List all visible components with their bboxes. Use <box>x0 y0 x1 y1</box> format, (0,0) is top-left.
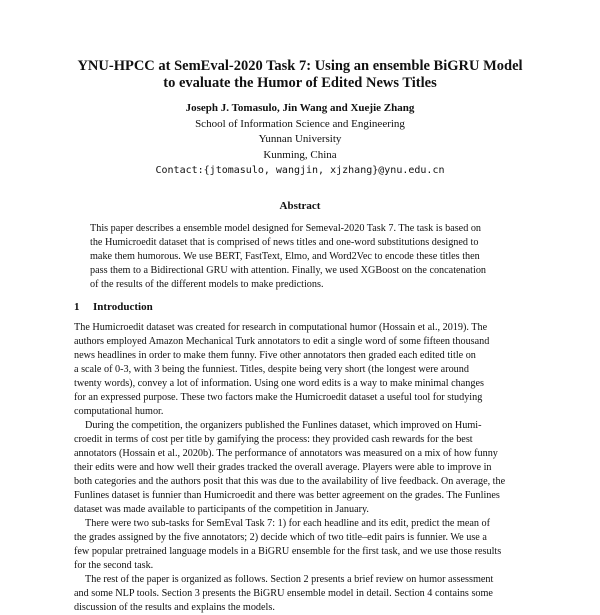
body-line: for an expressed purpose. These two factors make the Humicroedit dataset a useful tool for studying <box>74 392 483 403</box>
body-line: The rest of the paper is organized as follows. Section 2 presents a brief review on humor assessment <box>85 574 494 585</box>
section-title: Introduction <box>93 301 153 313</box>
body-paragraph <box>74 419 528 517</box>
title-line: to evaluate the Humor of Edited News Titles <box>163 75 437 91</box>
body-line: The Humicroedit dataset was created for research in computational humor (Hossain et al., 2019). The <box>74 322 488 333</box>
body-line: for the second task. <box>74 560 154 571</box>
body-line: a scale of 0-3, with 3 being the funniest. Titles, despite being very short (the longest were around <box>74 364 469 375</box>
affiliation-line: Yunnan University <box>258 133 342 145</box>
abstract-line: This paper describes a ensemble model designed for Semeval-2020 Task 7. The task is based on <box>90 223 482 234</box>
body-line: authors employed Amazon Mechanical Turk annotators to edit a single word of some fifteen thousand <box>74 336 490 347</box>
body-line: both categories and the authors posit that this was due to the availability of live feedback. On average, the <box>74 476 506 487</box>
abstract-heading: Abstract <box>279 200 321 212</box>
affiliation-line: Kunming, China <box>263 148 337 161</box>
section-heading <box>74 301 153 313</box>
body-line: discussion of the results and explains the models. <box>74 602 275 613</box>
contact-email: Contact:{jtomasulo, wangjin, xjzhang}@ynu.edu.cn <box>155 165 445 176</box>
body-paragraph <box>74 517 528 573</box>
abstract-line: make them humorous. We use BERT, FastText, Elmo, and Word2Vec to encode these titles then <box>90 251 480 262</box>
body-line: Funlines dataset is funnier than Humicroedit and there was better agreement on the grades. The Funlines <box>74 490 500 501</box>
body-line: the grades assigned by the five annotators; 2) decide which of two title–edit pairs is funnier. We use a <box>74 532 487 543</box>
author-names: Joseph J. Tomasulo, Jin Wang and Xuejie Zhang <box>185 102 415 114</box>
abstract-line: the Humicroedit dataset that is comprised of news titles and one-word substitutions designed to <box>90 237 479 248</box>
section-number: 1 <box>74 301 80 313</box>
body-line: annotators (Hossain et al., 2020b). The performance of annotators was measured on a mix of how funny <box>74 448 498 459</box>
body-line: twenty words), convey a lot of information. Using one word edits is a way to make minimal changes <box>74 378 484 389</box>
abstract-text <box>90 222 510 292</box>
affiliation-line: School of Information Science and Engineering <box>195 117 405 130</box>
body-line: croedit in terms of cost per title by gamifying the process: they provided cash rewards for the best <box>74 434 473 445</box>
title-line: YNU-HPCC at SemEval-2020 Task 7: Using an ensemble BiGRU Model <box>77 58 523 74</box>
abstract-line: pass them to a Bidirectional GRU with attention. Finally, we used XGBoost on the concatenation <box>90 265 487 276</box>
section-body <box>74 321 528 615</box>
body-line: There were two sub-tasks for SemEval Task 7: 1) for each headline and its edit, predict the mean of <box>85 518 491 529</box>
body-line: dataset was made available to participants of the competition in January. <box>74 504 369 515</box>
abstract-line: of the results of the different models to make predictions. <box>90 279 324 290</box>
body-line: few popular pretrained language models in a BiGRU ensemble for the first task, and we use those results <box>74 546 502 557</box>
body-line: their edits were and how well their grades tracked the overall average. Players were able to improve in <box>74 462 492 473</box>
body-line: and some NLP tools. Section 3 presents the BiGRU ensemble model in detail. Section 4 contains some <box>74 588 493 599</box>
paper-title <box>30 58 570 92</box>
body-line: computational humor. <box>74 406 164 417</box>
body-paragraph <box>74 573 528 615</box>
body-paragraph <box>74 321 528 419</box>
author-block <box>30 101 570 179</box>
body-line: news headlines in order to make them funny. Five other annotators then graded each edited title on <box>74 350 476 361</box>
body-line: During the competition, the organizers published the Funlines dataset, which improved on Humi- <box>85 420 482 431</box>
